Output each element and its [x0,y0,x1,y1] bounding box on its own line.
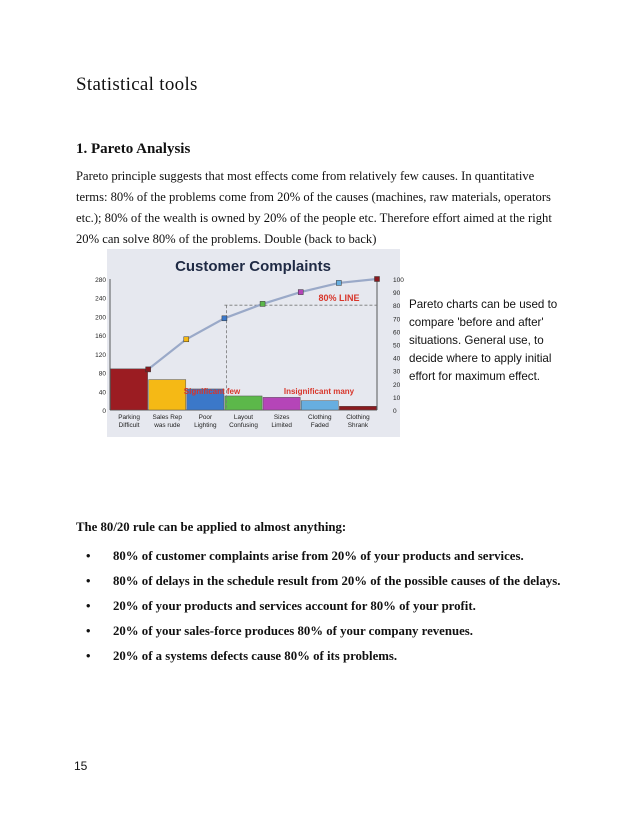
bullet-icon: • [86,649,91,663]
rule-heading: The 80/20 rule can be applied to almost anything: [76,520,347,534]
y2-tick-label: 10 [393,394,401,402]
category-label: Limited [271,422,292,429]
left-region-label: Significant few [183,386,241,396]
category-label: Shrank [347,422,369,429]
bar [149,380,186,410]
right-region-label: Insignificant many [283,386,355,396]
bullet-icon: • [86,574,91,588]
category-label: Clothing [308,414,332,421]
category-label: Sizes [273,414,290,421]
y-tick-label: 280 [95,277,106,284]
y2-tick-label: 60 [393,329,401,337]
category-label: Faded [310,422,329,429]
cumulative-point [184,337,189,342]
y2-tick-label: 0 [393,408,397,415]
bullet-list [86,546,560,671]
y-tick-label: 200 [95,314,106,322]
bullet-icon: • [86,624,91,638]
y-tick-label: 80 [98,370,106,378]
list-item [86,571,560,596]
y2-tick-label: 80 [393,303,401,311]
category-label: Confusing [229,422,258,429]
page-number: 15 [74,759,88,773]
category-label: was rude [154,422,181,429]
y-tick-label: 120 [95,351,106,359]
section-title: Statistical tools [76,74,198,95]
list-item [86,546,560,571]
category-label: Difficult [118,422,140,429]
y2-tick-label: 40 [393,355,401,363]
line-label: 80% LINE [318,293,360,304]
y-tick-label: 0 [102,408,106,415]
bullet-text: 20% of your products and services account for 80% of your profit. [113,599,476,613]
chart-title: Customer Complaints [175,258,331,275]
category-label: Lighting [194,422,217,429]
bar [225,396,262,410]
cumulative-point [336,280,341,285]
category-label: Layout [233,414,254,421]
cumulative-point [222,316,227,321]
category-label: Poor [198,414,213,421]
side-note: Pareto charts can be used to compare 'before and after' situations. General use, to decide where to apply initial effort for maximum effect. [409,298,558,383]
bullet-text: 80% of delays in the schedule result from 20% of the possible causes of the delays. [113,574,561,588]
category-label: Parking [118,414,140,421]
y2-tick-label: 90 [393,290,401,298]
y2-tick-label: 100 [393,277,404,284]
y2-tick-label: 50 [393,342,401,350]
category-label: Sales Rep [152,414,182,421]
intro-paragraph: Pareto principle suggests that most effects come from relatively few causes. In quantitative terms: 80% of the problems come from 20% of the causes (machines, raw materials, operators etc.); 80% of the wealth is owned by 20% of the people etc. Therefore effort aimed at the right 20% can solve 80% of the problems. Double (back to back) [76,169,552,246]
y2-tick-label: 70 [393,316,401,324]
pareto-chart-svg [95,249,404,437]
list-item [86,596,560,621]
bullet-text: 20% of your sales-force produces 80% of your company revenues. [113,624,473,638]
y-tick-label: 160 [95,333,106,341]
y-tick-label: 240 [95,295,106,303]
bar [301,401,338,410]
bullet-icon: • [86,599,91,613]
bar [263,397,300,410]
list-item [86,646,560,671]
y-tick-label: 40 [98,389,106,397]
bullet-text: 20% of a systems defects cause 80% of its problems. [113,649,398,663]
cumulative-point [375,277,380,282]
y2-tick-label: 20 [393,381,401,389]
cumulative-point [146,367,151,372]
list-item [86,621,560,646]
pareto-chart [95,249,404,437]
cumulative-point [298,290,303,295]
bullet-text: 80% of customer complaints arise from 20% of your products and services. [113,549,524,563]
pareto-heading: 1. Pareto Analysis [76,141,191,157]
cumulative-point [260,301,265,306]
category-label: Clothing [346,414,370,421]
bar [111,369,148,410]
bullet-icon: • [86,549,91,563]
bar [339,406,376,410]
y2-tick-label: 30 [393,368,401,376]
